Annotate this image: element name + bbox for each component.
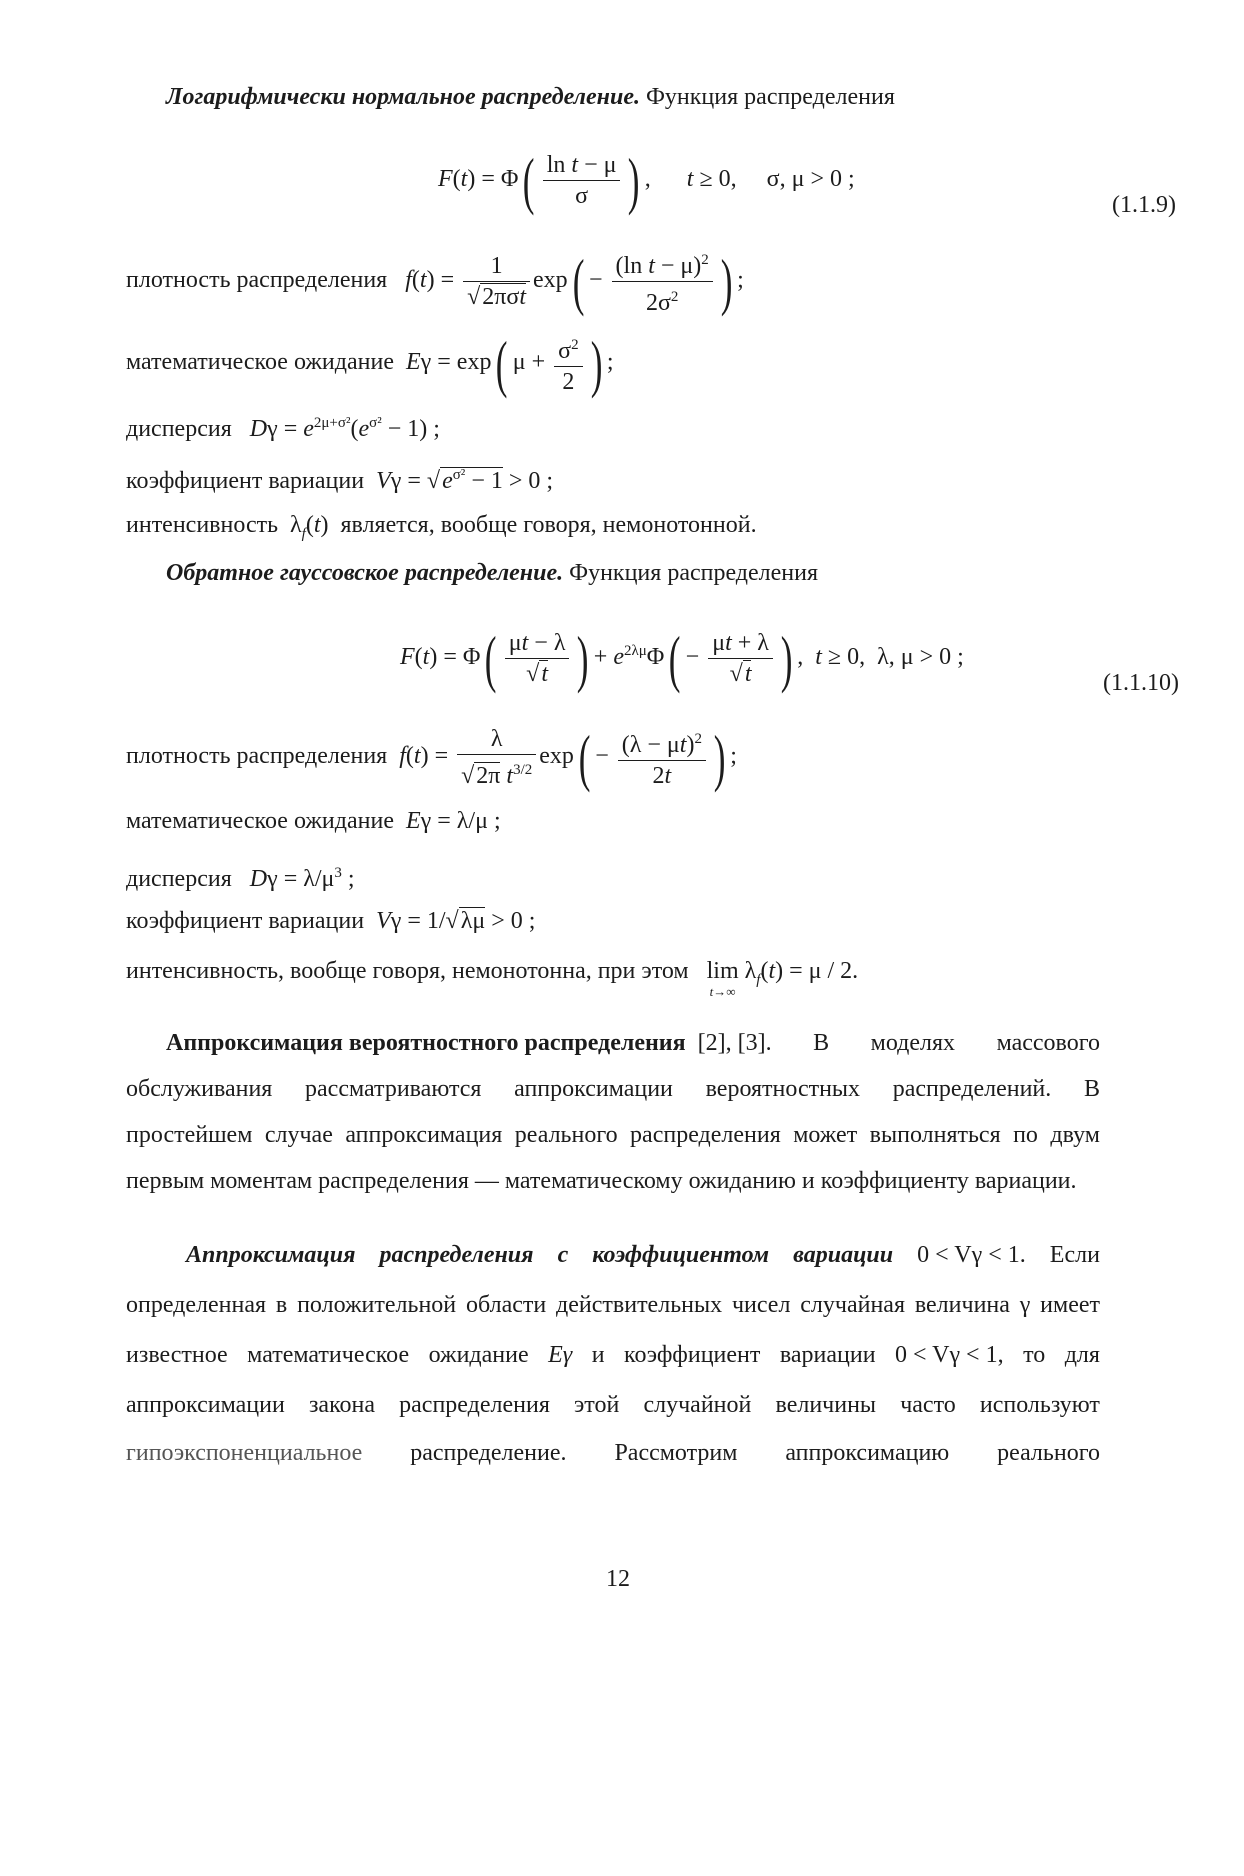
word: имеет	[1040, 1292, 1100, 1318]
word: величина	[914, 1292, 1010, 1318]
word: может	[793, 1122, 858, 1148]
word: аппроксимации	[514, 1076, 673, 1102]
variance-label: дисперсия	[126, 866, 232, 892]
mean-label: математическое ожидание	[126, 349, 394, 376]
word: распределения	[379, 1242, 534, 1268]
word: Eγ	[548, 1342, 573, 1368]
word: по	[1013, 1122, 1038, 1148]
word: вариации	[779, 1342, 876, 1368]
word: часто	[900, 1392, 956, 1418]
word: массового	[996, 1030, 1100, 1056]
word: распределений.	[892, 1076, 1052, 1102]
approx-paragraph-line-3	[126, 1120, 1100, 1150]
word: коэффициент	[624, 1342, 761, 1368]
approx-refs: [2], [3].	[697, 1030, 772, 1056]
lognormal-variance: дисперсия $D\gamma = e^{2\mu+\sigma^2}(e^{\sigma^2} - 1)$ ;	[126, 415, 440, 442]
word: положительной	[297, 1292, 457, 1318]
equation-number: (1.1.10)	[1103, 670, 1179, 696]
word: с	[557, 1242, 569, 1268]
word: действительных	[556, 1292, 723, 1318]
heading-title: Логарифмически нормальное распределение.	[166, 84, 640, 110]
variance-label: дисперсия	[126, 416, 232, 442]
word: используют	[979, 1392, 1100, 1418]
ig-intensity: интенсивность, вообще говоря, немонотонна, при этом lim t→∞ $\lambda_f(t) = \mu / 2$.	[126, 958, 859, 999]
lognormal-mean: математическое ожидание Eγ = exp( μ + $\frac{\sigma^2}{2}$ ) ;	[126, 327, 614, 399]
ig-cv: коэффициент вариации Vγ = 1/√λμ > 0 ;	[126, 908, 536, 934]
formula-1-1-9: F(t) = Φ( $\frac{\text{ln t − μ}}{\sigma}$ ) , t ≥ 0, σ, μ > 0 ;	[438, 144, 855, 216]
word: аппроксимации	[126, 1392, 285, 1418]
word: этой	[574, 1392, 620, 1418]
approx2-paragraph-line-4	[126, 1390, 1100, 1420]
intensity-tail: является, вообще говоря, немонотонной.	[340, 512, 757, 538]
word: рассматриваются	[305, 1076, 482, 1102]
word: чисел	[731, 1292, 791, 1318]
word: Рассмотрим	[614, 1440, 738, 1466]
page-number: 12	[606, 1566, 630, 1592]
cv-label: коэффициент вариации	[126, 468, 365, 494]
formula-1-1-10: F(t) = Φ( $\frac{\mu t - \lambda}{√t}$ ) + $e^{2\lambda\mu}\Phi$( − $\frac{\mu t + \lambda}{√t}$ ) , t ≥ 0, λ, μ > 0 ;	[400, 622, 964, 694]
lognormal-intensity: интенсивность $\lambda_f(t)$ является, вообще говоря, немонотонной.	[126, 512, 757, 542]
word: области	[465, 1292, 547, 1318]
word: ожидание	[428, 1342, 529, 1368]
word: величины	[775, 1392, 877, 1418]
approx2-paragraph-line-2	[126, 1290, 1100, 1320]
approx2-paragraph-line-5	[126, 1438, 1100, 1468]
approx-paragraph-line-4: первым моментам распределения — математическому ожиданию и коэффициенту вариации.	[126, 1168, 1077, 1194]
word: распределения	[630, 1122, 781, 1148]
approx2-paragraph-line-1	[186, 1240, 1100, 1270]
word: гипоэкспоненциальное	[126, 1440, 363, 1466]
word: Если	[1049, 1242, 1100, 1268]
word: 0 < Vγ < 1,	[895, 1342, 1004, 1368]
word: аппроксимацию	[785, 1440, 950, 1466]
word: коэффициентом	[592, 1242, 770, 1268]
heading-tail: Функция распределения	[639, 84, 895, 110]
word: В	[813, 1030, 830, 1056]
density-label: плотность распределения	[126, 743, 388, 770]
ig-mean: математическое ожидание Eγ = λ/μ ;	[126, 808, 501, 834]
approx-heading: Аппроксимация вероятностного распределения	[166, 1030, 686, 1056]
word: определенная	[126, 1292, 267, 1318]
heading-title: Обратное гауссовское распределение.	[166, 560, 564, 586]
heading-tail: Функция распределения	[563, 560, 819, 586]
word: выполняться	[869, 1122, 1001, 1148]
ig-density: плотность распределения f(t) = $\frac{\lambda}{√2\pi t^{3/2}}$ exp( − $\frac{(\lambda - \mu t)^2}{2t}$ ) ;	[126, 721, 737, 793]
word: обслуживания	[126, 1076, 273, 1102]
mean-label: математическое ожидание	[126, 808, 394, 834]
word: Аппроксимация	[186, 1242, 356, 1268]
word: и	[591, 1342, 605, 1368]
word: для	[1064, 1342, 1100, 1368]
word: случайной	[643, 1392, 752, 1418]
word: то	[1023, 1342, 1046, 1368]
word: вероятностных	[705, 1076, 861, 1102]
word: двум	[1050, 1122, 1100, 1148]
intensity-text: интенсивность, вообще говоря, немонотонна, при этом	[126, 958, 689, 984]
intensity-label: интенсивность	[126, 512, 279, 538]
word: математическое	[247, 1342, 410, 1368]
word: случайная	[800, 1292, 905, 1318]
word: реального	[997, 1440, 1100, 1466]
word: распределение.	[410, 1440, 567, 1466]
lognormal-density: плотность распределения f(t) = $\frac{1}{\text{√2πσt}}$ exp( − $\frac{(\ln t - \mu)^2}{2\sigma^2}$ ) ;	[126, 245, 744, 317]
section-inverse-gaussian-heading	[166, 558, 818, 588]
word: γ	[1019, 1292, 1031, 1318]
lognormal-cv: коэффициент вариации $V\gamma = √e^{\sigma^2} - 1 > 0$ ;	[126, 467, 554, 494]
word: в	[275, 1292, 288, 1318]
approx-paragraph-line-1	[166, 1028, 1100, 1058]
word: моделях	[870, 1030, 956, 1056]
cv-label: коэффициент вариации	[126, 908, 365, 934]
word: закона	[308, 1392, 376, 1418]
word: известное	[126, 1342, 228, 1368]
approx2-paragraph-line-3	[126, 1340, 1100, 1370]
ig-variance: дисперсия $D\gamma = \lambda/\mu^3$ ;	[126, 865, 355, 892]
word: реального	[514, 1122, 618, 1148]
word: аппроксимация	[345, 1122, 503, 1148]
word: случае	[264, 1122, 333, 1148]
section-lognormal-heading	[166, 82, 895, 112]
word: вариации	[793, 1242, 894, 1268]
word: В	[1083, 1076, 1100, 1102]
equation-number: (1.1.9)	[1112, 192, 1176, 218]
density-label: плотность распределения	[126, 267, 388, 294]
word: простейшем	[126, 1122, 253, 1148]
condition: 0 < Vγ < 1.	[917, 1242, 1026, 1268]
approx-paragraph-line-2	[126, 1074, 1100, 1104]
word: распределения	[399, 1392, 550, 1418]
